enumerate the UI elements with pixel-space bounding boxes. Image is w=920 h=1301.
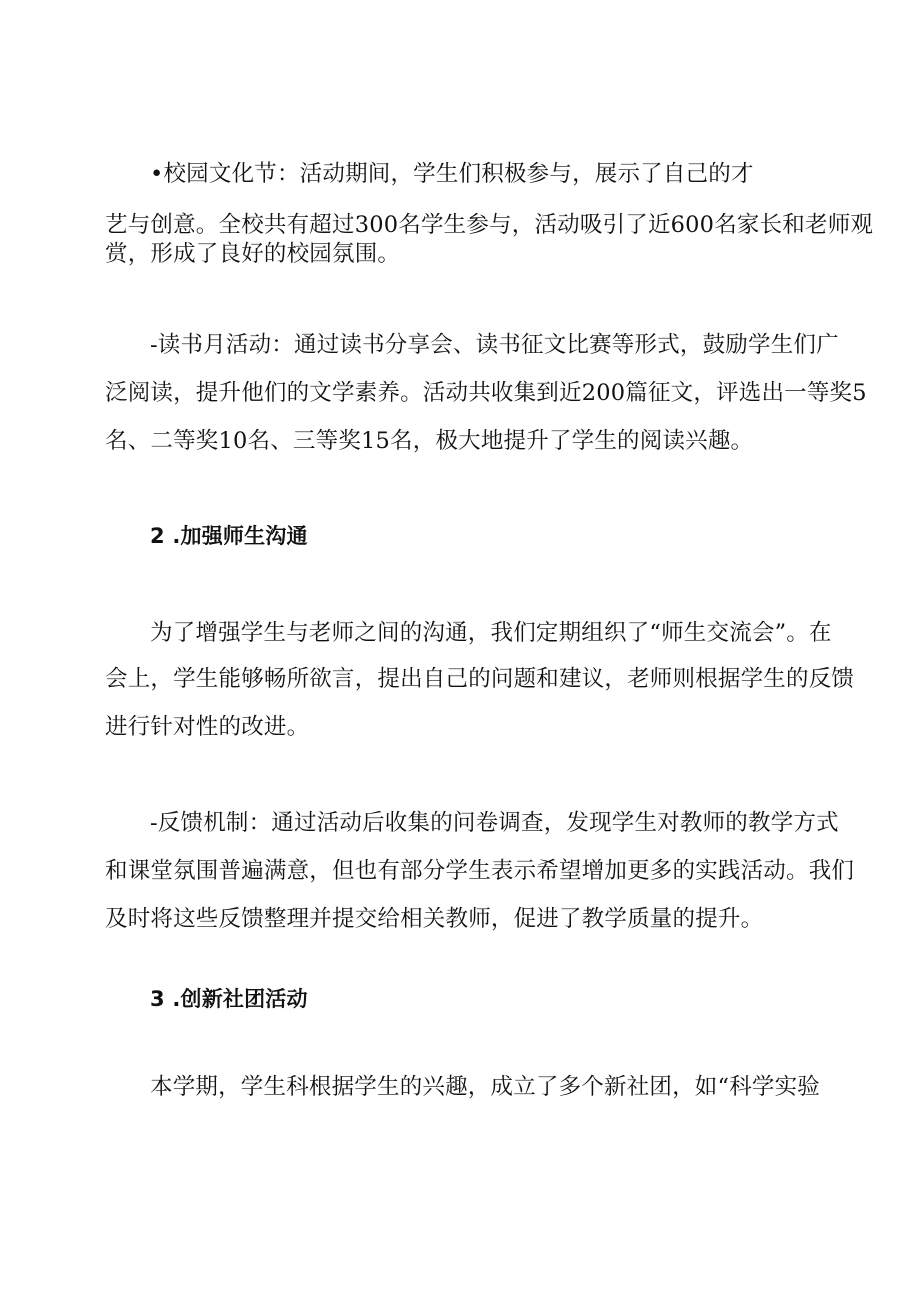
- paragraph-4-line-3: 及时将这些反馈整理并提交给相关教师，促进了教学质量的提升。: [105, 906, 764, 932]
- paragraph-2-line-3: 名、二等奖10名、三等奖15名，极大地提升了学生的阅读兴趣。: [105, 428, 754, 454]
- paragraph-4-line-2: 和课堂氛围普遍满意，但也有部分学生表示希望增加更多的实践活动。我们: [105, 858, 855, 884]
- paragraph-1-line-3: 赏，形成了良好的校园氛围。: [105, 241, 401, 267]
- paragraph-1-line-2: 艺与创意。全校共有超过300名学生参与，活动吸引了近600名家长和老师观: [105, 212, 874, 238]
- paragraph-3-line-3: 进行针对性的改进。: [105, 714, 310, 740]
- paragraph-3-line-1: 为了增强学生与老师之间的沟通，我们定期组织了“师生交流会”。在: [150, 620, 832, 646]
- section-heading-3: 3 .创新社团活动: [150, 987, 308, 1011]
- paragraph-3-line-2: 会上，学生能够畅所欲言，提出自己的问题和建议，老师则根据学生的反馈: [105, 666, 855, 692]
- paragraph-1-line-1: •校园文化节：活动期间，学生们积极参与，展示了自己的才: [150, 161, 754, 187]
- paragraph-4-line-1: -反馈机制：通过活动后收集的问卷调查，发现学生对教师的教学方式: [150, 810, 839, 836]
- paragraph-5-line-1: 本学期，学生科根据学生的兴趣，成立了多个新社团，如“科学实验: [150, 1074, 821, 1100]
- section-heading-2: 2 .加强师生沟通: [150, 524, 308, 548]
- paragraph-2-line-2: 泛阅读，提升他们的文学素养。活动共收集到近200篇征文，评选出一等奖5: [105, 380, 867, 406]
- paragraph-2-line-1: -读书月活动：通过读书分享会、读书征文比赛等形式，鼓励学生们广: [150, 332, 839, 358]
